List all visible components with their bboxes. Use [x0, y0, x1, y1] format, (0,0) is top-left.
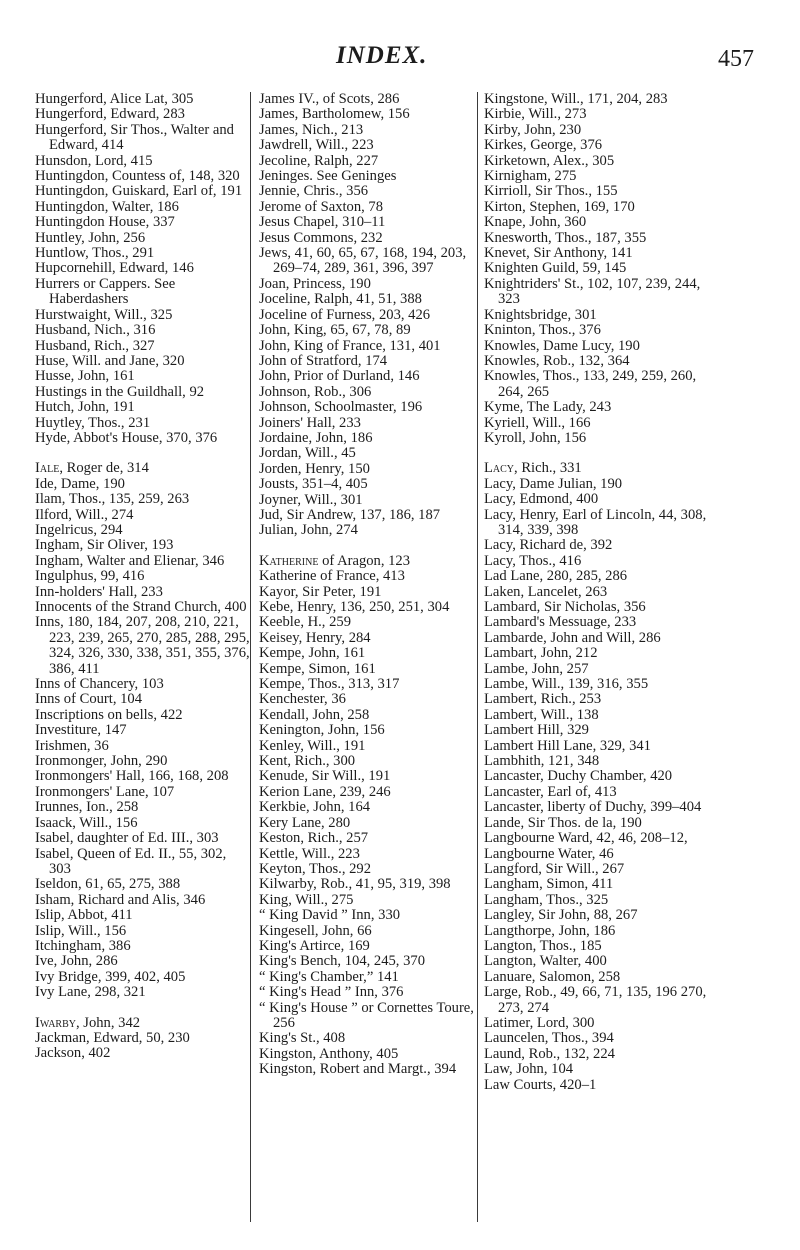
- index-entry: Ilford, Will., 274: [35, 506, 134, 523]
- index-entry: Lacy, Richard de, 392: [484, 537, 613, 554]
- index-entry: James, Nich., 213: [259, 121, 364, 138]
- index-entry: John, Prior of Durland, 146: [259, 368, 420, 385]
- index-entry: Huntingdon House, 337: [35, 214, 175, 231]
- index-entry: Kirnigham, 275: [484, 168, 577, 185]
- index-entry: Huntingdon, Guiskard, Earl of, 191: [35, 183, 243, 200]
- index-entry: Large, Rob., 49, 66, 71, 135, 196 270, 273, 274: [484, 984, 707, 1016]
- index-entry: Lambard, Sir Nicholas, 356: [484, 599, 646, 615]
- index-entry: Husband, Nich., 316: [35, 322, 156, 339]
- index-entry: Knowles, Dame Lucy, 190: [484, 337, 640, 354]
- index-entry: Lancaster, liberty of Duchy, 399–404: [484, 799, 702, 816]
- index-entry: Kingston, Anthony, 405: [259, 1045, 399, 1062]
- index-entry: Joceline of Furness, 203, 426: [259, 306, 431, 323]
- index-entry: Hungerford, Edward, 283: [35, 106, 185, 123]
- index-entry: Ilam, Thos., 135, 259, 263: [35, 491, 190, 508]
- index-entry: Katherine of France, 413: [259, 568, 405, 585]
- index-entry: Inns of Chancery, 103: [35, 676, 164, 693]
- index-entry: Irishmen, 36: [35, 737, 109, 754]
- index-entry: Kirbie, Will., 273: [484, 106, 587, 123]
- index-entry: Joyner, Will., 301: [259, 491, 363, 508]
- index-entry: Langham, Simon, 411: [484, 876, 614, 893]
- index-entry: Jud, Sir Andrew, 137, 186, 187: [259, 506, 441, 523]
- index-column-2: [259, 92, 477, 1078]
- index-entry: Kendall, John, 258: [259, 706, 370, 723]
- index-entry: Jorden, Henry, 150: [259, 460, 370, 477]
- index-entry: Lambe, Will., 139, 316, 355: [484, 676, 649, 693]
- index-entry: Huntingdon, Walter, 186: [35, 198, 179, 215]
- index-entry: Kingstone, Will., 171, 204, 283: [484, 91, 668, 107]
- index-entry: Ivy Bridge, 399, 402, 405: [35, 968, 186, 985]
- index-entry: Jackson, 402: [35, 1045, 111, 1062]
- index-entry: Katherine of Aragon, 123: [259, 552, 411, 569]
- index-entry: King's St., 408: [259, 1030, 346, 1047]
- index-entry: Lambert Hill, 329: [484, 722, 589, 739]
- index-entry: Knowles, Rob., 132, 364: [484, 352, 630, 369]
- index-column-3: [484, 92, 709, 1093]
- index-entry: Hurrers or Cappers. See Haberdashers: [35, 275, 176, 308]
- index-entry: John, King of France, 131, 401: [259, 337, 441, 354]
- index-entry: Johnson, Rob., 306: [259, 383, 372, 400]
- index-entry: Keyton, Thos., 292: [259, 860, 372, 877]
- index-entry: Itchingham, 386: [35, 937, 131, 954]
- index-entry: Kyme, The Lady, 243: [484, 399, 612, 416]
- index-entry: Hungerford, Sir Thos., Walter and Edward, 414: [35, 121, 234, 154]
- index-entry: Hustings in the Guildhall, 92: [35, 383, 205, 400]
- index-entry: Jackman, Edward, 50, 230: [35, 1029, 190, 1046]
- index-entry: Langham, Thos., 325: [484, 891, 609, 908]
- index-entry: Ide, Dame, 190: [35, 475, 125, 492]
- index-entry: Laken, Lancelet, 263: [484, 583, 608, 600]
- index-entry: Hunsdon, Lord, 415: [35, 152, 153, 169]
- column-divider: [477, 92, 478, 1222]
- index-entry: Julian, John, 274: [259, 522, 358, 539]
- index-entry: Ironmongers' Hall, 166, 168, 208: [35, 768, 229, 785]
- index-entry: Kenchester, 36: [259, 691, 346, 708]
- index-entry: Kenley, Will., 191: [259, 737, 366, 754]
- page-number: 457: [718, 46, 754, 72]
- index-entry: Isham, Richard and Alis, 346: [35, 891, 206, 908]
- index-entry: Kingesell, John, 66: [259, 922, 372, 939]
- index-entry: Laund, Rob., 132, 224: [484, 1045, 615, 1062]
- index-entry: Jordaine, John, 186: [259, 429, 373, 446]
- index-entry: Inns, 180, 184, 207, 208, 210, 221, 223, 239, 265, 270, 285, 288, 295, 324, 326, 330, 338, 351, 355, 376, 386, 411: [35, 614, 250, 677]
- index-entry: King, Will., 275: [259, 891, 354, 908]
- index-entry: Keisey, Henry, 284: [259, 629, 371, 646]
- index-entry: Knightsbridge, 301: [484, 306, 597, 323]
- index-entry: Husband, Rich., 327: [35, 337, 155, 354]
- index-entry: Ingulphus, 99, 416: [35, 568, 145, 585]
- index-entry: Langbourne Water, 46: [484, 845, 614, 862]
- index-entry: Kingston, Robert and Margt., 394: [259, 1061, 457, 1078]
- index-entry: Kerkbie, John, 164: [259, 799, 371, 816]
- index-entry: Langford, Sir Will., 267: [484, 860, 625, 877]
- index-entry: Kyriell, Will., 166: [484, 414, 591, 431]
- index-entry: Langton, Thos., 185: [484, 937, 602, 954]
- index-entry: “ King's House ” or Cornettes Toure, 256: [259, 999, 474, 1031]
- index-entry: Johnson, Schoolmaster, 196: [259, 399, 423, 416]
- index-entry: “ King's Chamber,” 141: [259, 968, 399, 985]
- index-entry: Isabel, daughter of Ed. III., 303: [35, 830, 219, 847]
- index-entry: Lambert Hill Lane, 329, 341: [484, 737, 651, 754]
- index-entry: Lacy, Henry, Earl of Lincoln, 44, 308, 314, 339, 398: [484, 506, 707, 538]
- index-entry: Huntley, John, 256: [35, 229, 146, 246]
- index-entry: Lambert, Will., 138: [484, 706, 599, 723]
- index-entry: Inns of Court, 104: [35, 691, 143, 708]
- index-entry: Jesus Commons, 232: [259, 229, 383, 246]
- index-entry: Kebe, Henry, 136, 250, 251, 304: [259, 599, 450, 615]
- index-entry: Knightriders' St., 102, 107, 239, 244, 323: [484, 275, 701, 308]
- index-entry: Kirrioll, Sir Thos., 155: [484, 183, 618, 200]
- index-entry: Iseldon, 61, 65, 275, 388: [35, 876, 181, 893]
- index-entry: John of Stratford, 174: [259, 352, 388, 369]
- index-entry: Keston, Rich., 257: [259, 830, 369, 847]
- column-divider: [250, 92, 251, 1222]
- index-entry: Law Courts, 420–1: [484, 1076, 597, 1093]
- index-entry: James IV., of Scots, 286: [259, 91, 400, 107]
- index-entry: Ive, John, 286: [35, 953, 118, 970]
- index-entry: Jennie, Chris., 356: [259, 183, 369, 200]
- index-entry: Hungerford, Alice Lat, 305: [35, 91, 194, 107]
- index-entry: Huse, Will. and Jane, 320: [35, 352, 185, 369]
- index-entry: Jesus Chapel, 310–11: [259, 214, 386, 231]
- index-entry: Joiners' Hall, 233: [259, 414, 361, 431]
- index-entry: Ingham, Sir Oliver, 193: [35, 537, 174, 554]
- index-entry: Langley, Sir John, 88, 267: [484, 907, 638, 924]
- index-entry: Kempe, Simon, 161: [259, 660, 376, 677]
- index-entry: Inscriptions on bells, 422: [35, 706, 183, 723]
- index-entry: Kempe, John, 161: [259, 645, 366, 662]
- index-entry: Knowles, Thos., 133, 249, 259, 260, 264, 265: [484, 368, 697, 400]
- index-entry: Hutch, John, 191: [35, 399, 135, 416]
- index-entry: Kenington, John, 156: [259, 722, 385, 739]
- index-entry: Jousts, 351–4, 405: [259, 476, 368, 493]
- index-entry: Kilwarby, Rob., 41, 95, 319, 398: [259, 876, 451, 893]
- index-entry: Ironmonger, John, 290: [35, 753, 168, 770]
- index-entry: Iwarby, John, 342: [35, 1014, 141, 1031]
- index-entry: Isaack, Will., 156: [35, 814, 138, 831]
- page-title: INDEX.: [336, 42, 428, 69]
- index-entry: Innocents of the Strand Church, 400: [35, 599, 247, 615]
- index-entry: Lambe, John, 257: [484, 660, 589, 677]
- index-entry: Knesworth, Thos., 187, 355: [484, 229, 647, 246]
- index-entry: Langbourne Ward, 42, 46, 208–12,: [484, 830, 688, 847]
- page-header: [0, 42, 800, 78]
- index-entry: James, Bartholomew, 156: [259, 106, 410, 123]
- index-entry: “ King David ” Inn, 330: [259, 907, 401, 924]
- index-entry: Ingham, Walter and Elienar, 346: [35, 552, 225, 569]
- index-entry: Lancaster, Earl of, 413: [484, 783, 617, 800]
- index-entry: Lad Lane, 280, 285, 286: [484, 568, 628, 585]
- index-entry: Joan, Princess, 190: [259, 275, 371, 292]
- index-entry: Iale, Roger de, 314: [35, 460, 149, 477]
- index-entry: Lanuare, Salomon, 258: [484, 968, 621, 985]
- index-entry: Jordan, Will., 45: [259, 445, 356, 462]
- index-entry: Husse, John, 161: [35, 368, 135, 385]
- index-entry: Lacy, Edmond, 400: [484, 491, 599, 508]
- index-entry: Lacy, Thos., 416: [484, 552, 582, 569]
- index-entry: Lambhith, 121, 348: [484, 753, 600, 770]
- index-entry: Kettle, Will., 223: [259, 845, 360, 862]
- index-entry: Kent, Rich., 300: [259, 753, 356, 770]
- index-entry: Ingelricus, 294: [35, 521, 123, 538]
- index-entry: Knape, John, 360: [484, 214, 587, 231]
- index-entry: Lacy, Rich., 331: [484, 460, 582, 477]
- index-entry: Jerome of Saxton, 78: [259, 198, 384, 215]
- index-entry: Investiture, 147: [35, 722, 127, 739]
- index-entry: Lande, Sir Thos. de la, 190: [484, 814, 642, 831]
- index-entry: Latimer, Lord, 300: [484, 1014, 595, 1031]
- index-entry: Islip, Abbot, 411: [35, 907, 133, 924]
- index-entry: Lambarde, John and Will, 286: [484, 629, 661, 646]
- index-entry: Kirton, Stephen, 169, 170: [484, 198, 635, 215]
- index-entry: Kninton, Thos., 376: [484, 322, 601, 339]
- index-entry: King's Bench, 104, 245, 370: [259, 953, 425, 970]
- index-entry: Keeble, H., 259: [259, 614, 351, 631]
- index-entry: Hurstwaight, Will., 325: [35, 306, 173, 323]
- index-entry: Huntlow, Thos., 291: [35, 245, 155, 262]
- index-entry: Hyde, Abbot's House, 370, 376: [35, 429, 218, 446]
- index-entry: Inn-holders' Hall, 233: [35, 583, 163, 600]
- index-entry: King's Artirce, 169: [259, 937, 370, 954]
- index-entry: Langton, Walter, 400: [484, 953, 607, 970]
- index-entry: Law, John, 104: [484, 1061, 574, 1078]
- index-entry: Lancaster, Duchy Chamber, 420: [484, 768, 673, 785]
- index-entry: Jeninges. See Geninges: [259, 168, 397, 185]
- index-entry: Launcelen, Thos., 394: [484, 1030, 614, 1047]
- index-entry: Langthorpe, John, 186: [484, 922, 616, 939]
- index-entry: Kempe, Thos., 313, 317: [259, 676, 400, 693]
- index-entry: Islip, Will., 156: [35, 922, 127, 939]
- index-entry: Lambart, John, 212: [484, 645, 598, 662]
- index-entry: Lambard's Messuage, 233: [484, 614, 637, 631]
- index-entry: Ivy Lane, 298, 321: [35, 984, 146, 1001]
- index-entry: Kyroll, John, 156: [484, 429, 587, 446]
- index-entry: Jews, 41, 60, 65, 67, 168, 194, 203, 269–74, 289, 361, 396, 397: [259, 245, 467, 277]
- index-entry: Jecoline, Ralph, 227: [259, 152, 379, 169]
- index-entry: Isabel, Queen of Ed. II., 55, 302, 303: [35, 845, 227, 877]
- index-entry: Kenude, Sir Will., 191: [259, 768, 391, 785]
- index-entry: Huytley, Thos., 231: [35, 414, 151, 431]
- index-entry: John, King, 65, 67, 78, 89: [259, 322, 411, 339]
- index-entry: Lambert, Rich., 253: [484, 691, 602, 708]
- index-entry: Kery Lane, 280: [259, 814, 351, 831]
- index-entry: Lacy, Dame Julian, 190: [484, 475, 623, 492]
- index-entry: Kerion Lane, 239, 246: [259, 783, 391, 800]
- index-entry: Joceline, Ralph, 41, 51, 388: [259, 291, 422, 308]
- index-entry: Irunnes, Ion., 258: [35, 799, 139, 816]
- index-entry: Kirketown, Alex., 305: [484, 152, 615, 169]
- index-entry: Knighten Guild, 59, 145: [484, 260, 627, 277]
- index-entry: Knevet, Sir Anthony, 141: [484, 245, 633, 262]
- index-entry: Jawdrell, Will., 223: [259, 137, 374, 154]
- index-entry: “ King's Head ” Inn, 376: [259, 984, 404, 1001]
- index-entry: Ironmongers' Lane, 107: [35, 783, 175, 800]
- index-entry: Kayor, Sir Peter, 191: [259, 583, 382, 600]
- index-entry: Kirby, John, 230: [484, 121, 582, 138]
- index-entry: Hupcornehill, Edward, 146: [35, 260, 194, 277]
- index-entry: Kirkes, George, 376: [484, 137, 603, 154]
- index-column-1: [35, 92, 250, 1062]
- index-entry: Huntingdon, Countess of, 148, 320: [35, 168, 240, 185]
